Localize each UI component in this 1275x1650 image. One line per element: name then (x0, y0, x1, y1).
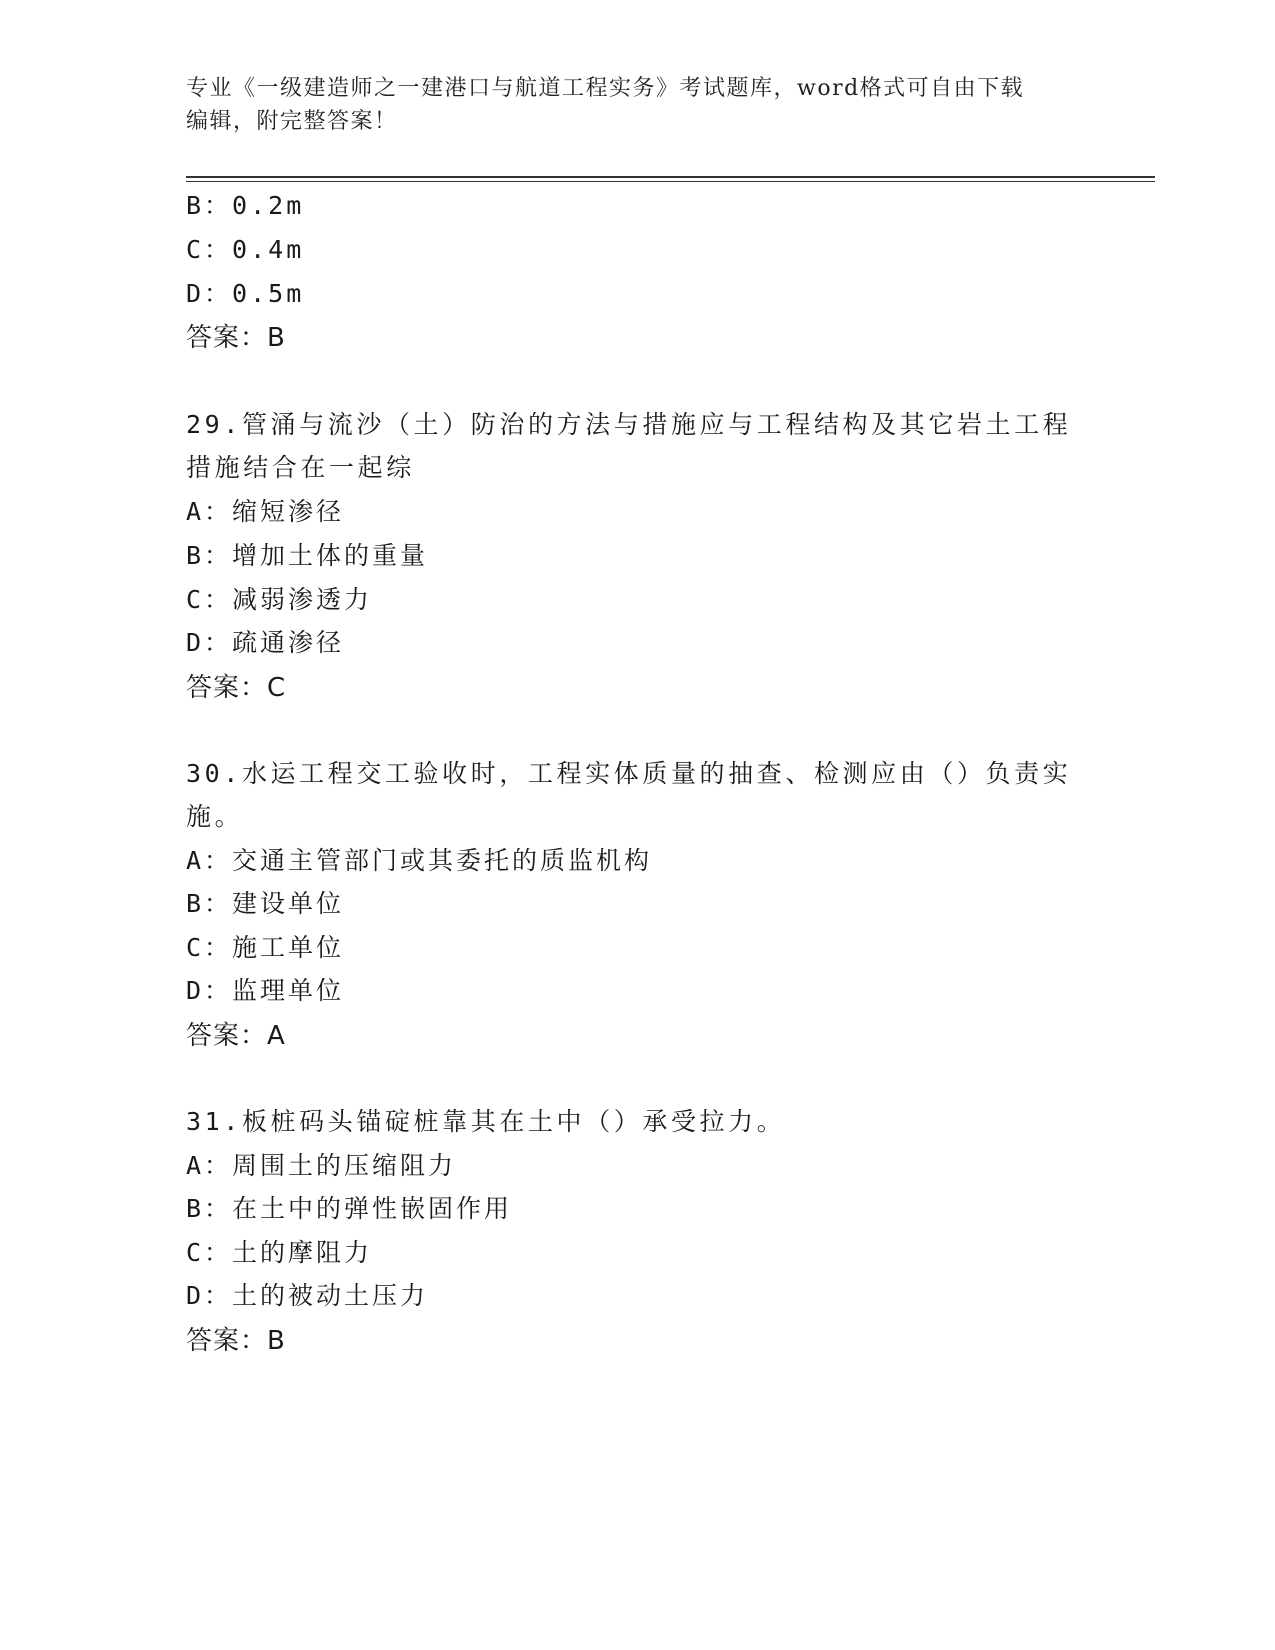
option-b: B：在土中的弹性嵌固作用 (186, 1194, 513, 1223)
option-a: A：缩短渗径 (186, 497, 345, 526)
question-30-text-line-1: 30.水运工程交工验收时，工程实体质量的抽查、检测应由（）负责实 (186, 759, 1072, 788)
option-b: B：0.2m (186, 191, 305, 220)
option-a: A：周围土的压缩阻力 (186, 1151, 457, 1180)
option-d: D：0.5m (186, 279, 305, 308)
option-c: C：土的摩阻力 (186, 1238, 373, 1267)
question-30-text-line-2: 施。 (186, 802, 244, 831)
question-29-text-line-1: 29.管涌与流沙（土）防治的方法与措施应与工程结构及其它岩土工程 (186, 410, 1072, 439)
question-31-text: 31.板桩码头锚碇桩靠其在土中（）承受拉力。 (186, 1107, 786, 1136)
answer-line: 答案：B (186, 1326, 286, 1356)
page-header (186, 72, 1086, 138)
header-divider-thick (186, 176, 1155, 178)
option-c: C：施工单位 (186, 933, 345, 962)
header-line-1: 专业《一级建造师之一建港口与航道工程实务》考试题库，word格式可自由下载 (186, 76, 1025, 101)
answer-line: 答案：A (186, 1021, 286, 1051)
header-line-2: 编辑，附完整答案！ (186, 109, 398, 134)
question-29-text-line-2: 措施结合在一起综 (186, 453, 415, 482)
answer-line: 答案：B (186, 323, 286, 353)
option-d: D：疏通渗径 (186, 628, 345, 657)
option-a: A：交通主管部门或其委托的质监机构 (186, 846, 653, 875)
option-c: C：0.4m (186, 235, 305, 264)
option-c: C：减弱渗透力 (186, 585, 373, 614)
answer-line: 答案：C (186, 673, 287, 703)
option-d: D：监理单位 (186, 976, 345, 1005)
option-b: B：建设单位 (186, 889, 345, 918)
option-b: B：增加土体的重量 (186, 541, 429, 570)
header-divider-thin (186, 181, 1155, 182)
option-d: D：土的被动土压力 (186, 1281, 429, 1310)
